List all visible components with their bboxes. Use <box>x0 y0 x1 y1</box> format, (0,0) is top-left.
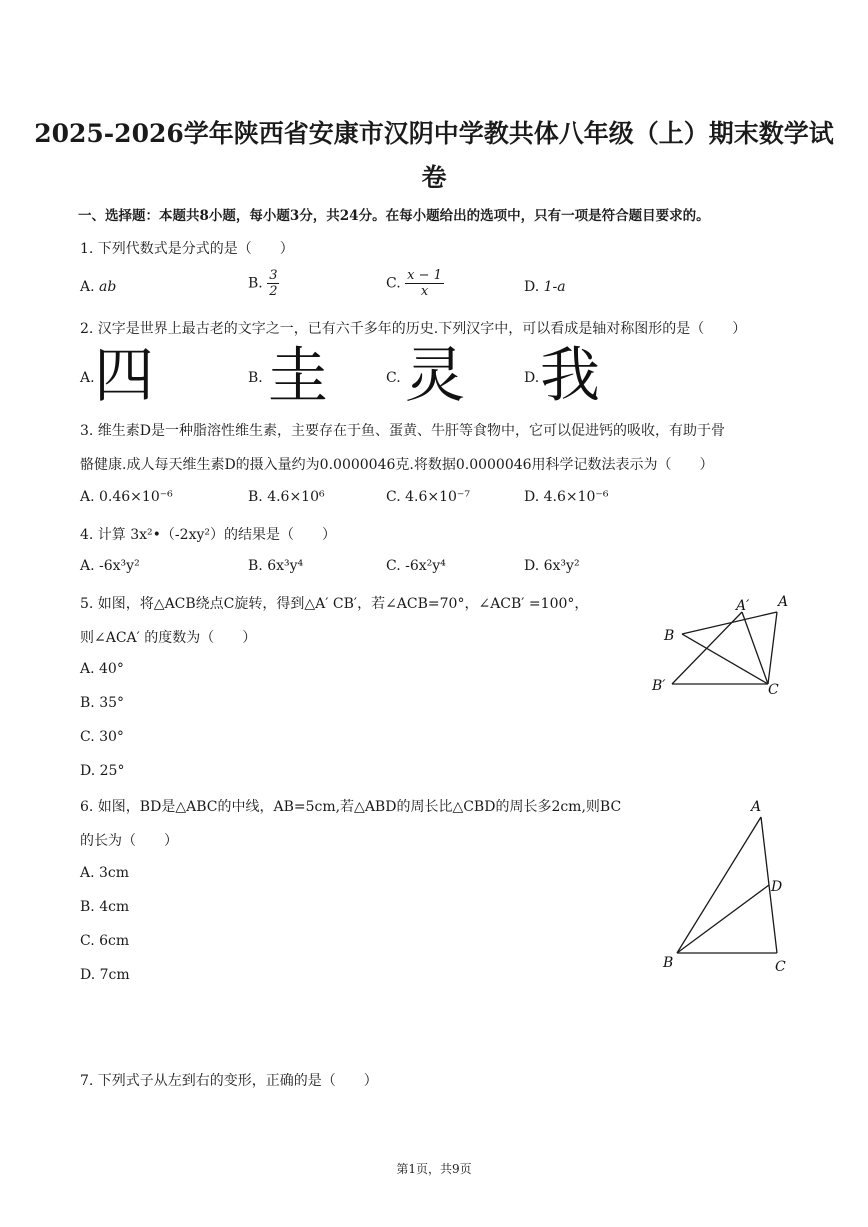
q1-option-a-value: ab <box>99 279 117 295</box>
question-2-stem: 2. 汉字是世界上最古老的文字之一，已有六千多年的历史.下列汉字中，可以看成是轴对称图形的是（ ） <box>80 321 747 337</box>
q1-option-d-label: D. <box>524 279 544 295</box>
label-point-c: C <box>775 959 786 975</box>
q2-option-b-label: B. <box>248 370 263 386</box>
q1-option-c <box>386 268 444 299</box>
q2-option-b-character: 圭 <box>268 341 328 411</box>
segment-b-c <box>682 634 768 684</box>
fraction-denominator: 2 <box>269 284 278 299</box>
question-1-stem: 1. 下列代数式是分式的是（ ） <box>80 241 294 257</box>
segment-a-b <box>677 817 761 953</box>
q1-option-d <box>524 279 566 295</box>
question-6-stem-line1: 6. 如图，BD是△ABC的中线，AB=5cm,若△ABD的周长比△CBD的周长多2cm,则BC <box>80 799 622 815</box>
q3-option-d: D. 4.6×10⁻⁶ <box>524 489 609 505</box>
segment-a1-c <box>742 612 768 684</box>
label-point-a: A <box>751 799 762 815</box>
fraction-numerator: 3 <box>269 268 278 283</box>
question-5-stem-line2: 则∠ACA′ 的度数为（ ） <box>80 630 257 646</box>
q1-option-a <box>80 279 116 295</box>
label-point-a: A <box>778 594 789 610</box>
q5-rotation-figure <box>650 590 800 705</box>
q2-option-d-character: 我 <box>540 341 600 411</box>
question-7-stem: 7. 下列式子从左到右的变形，正确的是（ ） <box>80 1073 378 1089</box>
question-6-stem-line2: 的长为（ ） <box>80 833 178 849</box>
q1-option-c-fraction <box>405 268 444 299</box>
question-3-stem-line1: 3. 维生素D是一种脂溶性维生素，主要存在于鱼、蛋黄、牛肝等食物中，它可以促进钙的吸收，有助于骨 <box>80 423 726 439</box>
label-point-b: B <box>664 628 675 644</box>
label-point-d: D <box>771 879 783 895</box>
page-title-line1: 2025-2026学年陕西省安康市汉阴中学教共体八年级（上）期末数学试 <box>34 119 834 148</box>
segment-b-a <box>682 612 777 634</box>
question-3-stem-line2: 骼健康.成人每天维生素D的摄入量约为0.0000046克.将数据0.0000046用科学记数法表示为（ ） <box>80 457 714 473</box>
label-point-b-prime: B′ <box>652 678 666 694</box>
q2-option-a-character: 四 <box>94 341 154 411</box>
label-point-b: B <box>663 955 674 971</box>
q2-option-c-label: C. <box>386 370 401 386</box>
q1-option-d-value: 1-a <box>543 279 566 295</box>
q4-option-b: B. 6x³y⁴ <box>248 558 304 574</box>
segment-a-c <box>768 612 777 684</box>
section-heading: 一、选择题：本题共8小题，每小题3分，共24分。在每小题给出的选项中，只有一项是符合题目要求的。 <box>78 208 710 224</box>
fraction-numerator: x − 1 <box>407 268 442 283</box>
q4-option-c: C. -6x²y⁴ <box>386 558 446 574</box>
label-point-a-prime: A′ <box>736 598 750 614</box>
q6-option-a: A. 3cm <box>80 865 130 881</box>
q6-triangle-figure <box>655 795 795 980</box>
q5-option-d: D. 25° <box>80 763 125 779</box>
segment-b1-a1 <box>672 612 742 684</box>
q6-option-b: B. 4cm <box>80 899 130 915</box>
q3-option-c: C. 4.6×10⁻⁷ <box>386 489 470 505</box>
q1-option-b-fraction <box>267 268 279 299</box>
segment-b-d <box>677 885 769 953</box>
q4-option-a: A. -6x³y² <box>80 558 140 574</box>
question-4-stem: 4. 计算 3x²•（-2xy²）的结果是（ ） <box>80 527 336 543</box>
q3-option-a: A. 0.46×10⁻⁶ <box>80 489 173 505</box>
q6-option-c: C. 6cm <box>80 933 130 949</box>
q2-option-c-character: 灵 <box>405 341 465 411</box>
q1-option-b-label: B. <box>248 275 268 292</box>
q2-option-d-label: D. <box>524 370 540 386</box>
q2-option-a-label: A. <box>80 370 95 386</box>
q1-option-b <box>248 268 279 299</box>
page-title-line2: 卷 <box>421 163 447 192</box>
page-number-footer: 第1页，共9页 <box>396 1162 472 1176</box>
q5-option-c: C. 30° <box>80 729 124 745</box>
fraction-denominator: x <box>420 284 429 299</box>
q1-option-c-label: C. <box>386 275 406 292</box>
q3-option-b: B. 4.6×10⁶ <box>248 489 325 505</box>
q1-option-a-label: A. <box>80 279 100 295</box>
q5-option-a: A. 40° <box>80 661 124 677</box>
question-5-stem-line1: 5. 如图，将△ACB绕点C旋转，得到△A′ CB′，若∠ACB=70°，∠ACB′ =100°， <box>80 596 589 612</box>
label-point-c: C <box>768 682 779 698</box>
q5-option-b: B. 35° <box>80 695 125 711</box>
q6-option-d: D. 7cm <box>80 967 130 983</box>
q4-option-d: D. 6x³y² <box>524 558 580 574</box>
